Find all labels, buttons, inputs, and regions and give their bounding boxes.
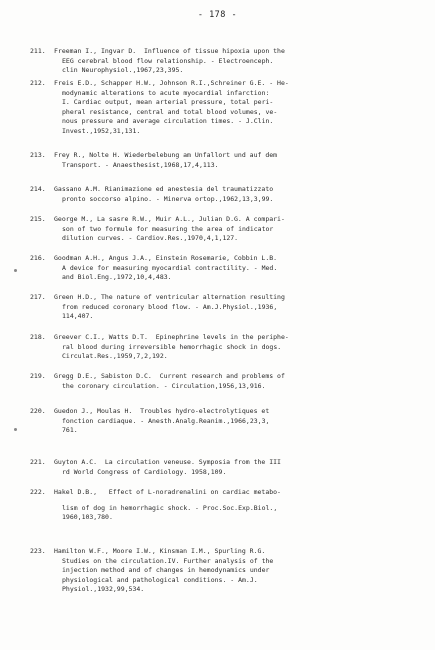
reference-entry <box>30 547 415 595</box>
reference-line: Green H.D., The nature of ventricular alternation resulting <box>54 293 285 301</box>
reference-line: Studies on the circulation.IV. Further analysis of the <box>62 556 274 565</box>
reference-line: Frey R., Nolte H. Wiederbelebung am Unfallort und auf dem <box>54 151 278 159</box>
reference-line: Goodman A.H., Angus J.A., Einstein Rosemarie, Cobbin L.B. <box>54 254 278 262</box>
reference-text <box>54 215 415 244</box>
reference-text <box>54 293 415 322</box>
reference-text <box>54 333 415 362</box>
reference-text <box>54 547 415 595</box>
reference-entry <box>30 372 415 391</box>
reference-entry <box>30 458 415 477</box>
reference-text <box>54 79 415 137</box>
reference-number: 222. <box>30 488 46 496</box>
reference-line: Greever C.I., Watts D.T. Epinephrine levels in the periphe- <box>54 333 289 341</box>
reference-line: physiological and pathological conditions. - Am.J. <box>62 575 258 584</box>
reference-line: nous pressure and average circulation times. - J.Clin. <box>62 117 274 126</box>
reference-number: 211. <box>30 47 46 55</box>
reference-entry <box>30 488 415 523</box>
reference-line: Guyton A.C. La circulation veneuse. Symposia from the III <box>54 458 281 466</box>
reference-line: Gregg D.E., Sabiston D.C. Current research and problems of <box>54 372 285 380</box>
reference-number: 223. <box>30 547 46 555</box>
reference-line: EEG cerebral blood flow relationship. - Electroenceph. <box>62 56 274 65</box>
reference-line: Invest.,1952,31,131. <box>62 126 141 135</box>
reference-text <box>54 372 415 391</box>
reference-line: son of two formule for measuring the area of indicator <box>62 224 274 233</box>
reference-text <box>54 254 415 283</box>
margin-mark <box>14 428 17 431</box>
reference-line: modynamic alterations to acute myocardial infarction: <box>62 88 270 97</box>
reference-text <box>54 151 415 170</box>
reference-number: 219. <box>30 372 46 380</box>
reference-number: 215. <box>30 215 46 223</box>
reference-line: pheral resistance, central and total blood volumes, ve- <box>62 107 278 116</box>
reference-line: lism of dog in hemorrhagic shock. - Proc.Soc.Exp.Biol., <box>62 503 278 512</box>
reference-text <box>54 185 415 204</box>
reference-line: clin Neurophysiol.,1967,23,395. <box>62 66 184 75</box>
reference-number: 220. <box>30 407 46 415</box>
reference-entry <box>30 215 415 244</box>
reference-line: I. Cardiac output, mean arterial pressure, total peri- <box>62 98 274 107</box>
reference-number: 213. <box>30 151 46 159</box>
reference-number: 214. <box>30 185 46 193</box>
page-number: - 178 - <box>197 10 238 20</box>
reference-text <box>54 458 415 477</box>
reference-text <box>54 407 415 436</box>
reference-entry <box>30 407 415 436</box>
reference-line: injection method and of changes in hemodynamics under <box>62 566 270 575</box>
reference-line: Freis E.D., Schapper H.W., Johnson R.I.,Schreiner G.E. - He- <box>54 79 289 87</box>
reference-line: from reduced coronary blood flow. - Am.J.Physiol.,1936, <box>62 302 278 311</box>
reference-line: Hakel D.B., Effect of L-noradrenalini on cardiac metabo- <box>54 488 281 496</box>
reference-line: Physiol.,1932,99,534. <box>62 585 145 594</box>
reference-line: Transport. - Anaesthesist,1968,17,4,113. <box>62 160 219 169</box>
reference-line: George M., La sasre R.W., Muir A.L., Julian D.G. A compari- <box>54 215 285 223</box>
reference-entry <box>30 293 415 322</box>
reference-number: 217. <box>30 293 46 301</box>
reference-entry <box>30 185 415 204</box>
reference-line: Freeman I., Ingvar D. Influence of tissue hipoxia upon the <box>54 47 285 55</box>
reference-line: 761. <box>62 426 78 435</box>
reference-line: the coronary circulation. - Circulation,1956,13,916. <box>62 381 266 390</box>
reference-line: pronto soccorso alpino. - Minerva ortop.,1962,13,3,99. <box>62 194 274 203</box>
reference-entry <box>30 79 415 137</box>
reference-line: ral blood during irreversible hemorrhagic shock in dogs. <box>62 342 282 351</box>
margin-mark <box>14 269 17 272</box>
reference-line: A device for measuring myocardial contractility. - Med. <box>62 263 278 272</box>
reference-line: fonction cardiaque. - Anesth.Analg.Reanim.,1966,23,3, <box>62 416 270 425</box>
reference-number: 216. <box>30 254 46 262</box>
reference-entry <box>30 333 415 362</box>
reference-number: 218. <box>30 333 46 341</box>
reference-line: and Biol.Eng.,1972,10,4,483. <box>62 273 172 282</box>
reference-line: dilution curves. - Cardiov.Res.,1970,4,1,127. <box>62 234 239 243</box>
reference-number: 212. <box>30 79 46 87</box>
reference-line: Gassano A.M. Rianimazione ed anestesia del traumatizzato <box>54 185 274 193</box>
reference-text <box>54 47 415 76</box>
reference-line: 1960,103,780. <box>62 513 113 522</box>
reference-line: Hamilton W.F., Moore I.W., Kinsman I.M., Spurling R.G. <box>54 547 266 555</box>
reference-line: rd World Congress of Cardiology. 1958,109. <box>62 467 227 476</box>
reference-entry <box>30 47 415 76</box>
reference-entry <box>30 151 415 170</box>
reference-line: Circulat.Res.,1959,7,2,192. <box>62 352 168 361</box>
reference-number: 221. <box>30 458 46 466</box>
reference-text <box>54 488 415 523</box>
reference-entry <box>30 254 415 283</box>
reference-line: 114,407. <box>62 312 94 321</box>
reference-line: Guedon J., Moulas H. Troubles hydro-electrolytiques et <box>54 407 270 415</box>
